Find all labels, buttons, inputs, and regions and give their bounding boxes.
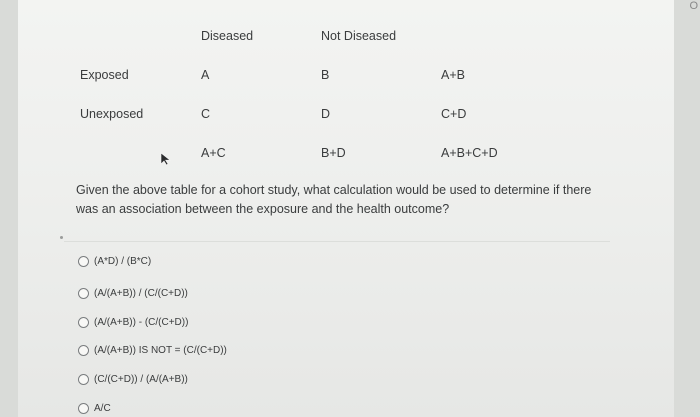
answer-option-4[interactable] — [78, 343, 227, 357]
total-diseased: A+C — [201, 146, 226, 160]
radio-button[interactable] — [78, 403, 89, 414]
question-text: Given the above table for a cohort study, what calculation would be used to determine if there was an association between the exposure and the health outcome? — [76, 183, 592, 216]
option-label: (A/(A+B)) / (C/(C+D)) — [94, 287, 188, 299]
radio-button[interactable] — [78, 317, 89, 328]
option-label: A/C — [94, 402, 111, 414]
cell-a-plus-b: A+B — [441, 68, 465, 82]
row-label-unexposed: Unexposed — [80, 107, 144, 121]
cell-c-plus-d: C+D — [441, 107, 467, 121]
cell-b: B — [321, 68, 330, 82]
cell-a: A — [201, 68, 210, 82]
answer-option-3[interactable] — [78, 315, 188, 329]
cell-c: C — [201, 107, 211, 121]
radio-button[interactable] — [78, 345, 89, 356]
total-not-diseased: B+D — [321, 146, 346, 160]
grand-total: A+B+C+D — [441, 146, 498, 160]
radio-button[interactable] — [78, 288, 89, 299]
edge-mark: O — [689, 0, 698, 12]
speck-mark — [60, 236, 63, 239]
divider — [64, 241, 610, 242]
mouse-pointer-icon — [160, 152, 172, 166]
radio-button[interactable] — [78, 374, 89, 385]
option-label: (A/(A+B)) - (C/(C+D)) — [94, 316, 189, 328]
option-label: (A/(A+B)) IS NOT = (C/(C+D)) — [94, 344, 227, 356]
radio-button[interactable] — [78, 256, 89, 267]
answer-option-1[interactable] — [78, 254, 151, 268]
answer-option-6[interactable] — [78, 401, 111, 415]
option-label: (A*D) / (B*C) — [94, 255, 152, 267]
cell-d: D — [321, 107, 331, 121]
option-label: (C/(C+D)) / (A/(A+B)) — [94, 373, 188, 385]
col-header-diseased: Diseased — [201, 29, 254, 43]
answer-option-2[interactable] — [78, 286, 188, 300]
answer-option-5[interactable] — [78, 372, 188, 386]
row-label-exposed: Exposed — [80, 68, 129, 82]
col-header-not-diseased: Not Diseased — [321, 29, 397, 43]
